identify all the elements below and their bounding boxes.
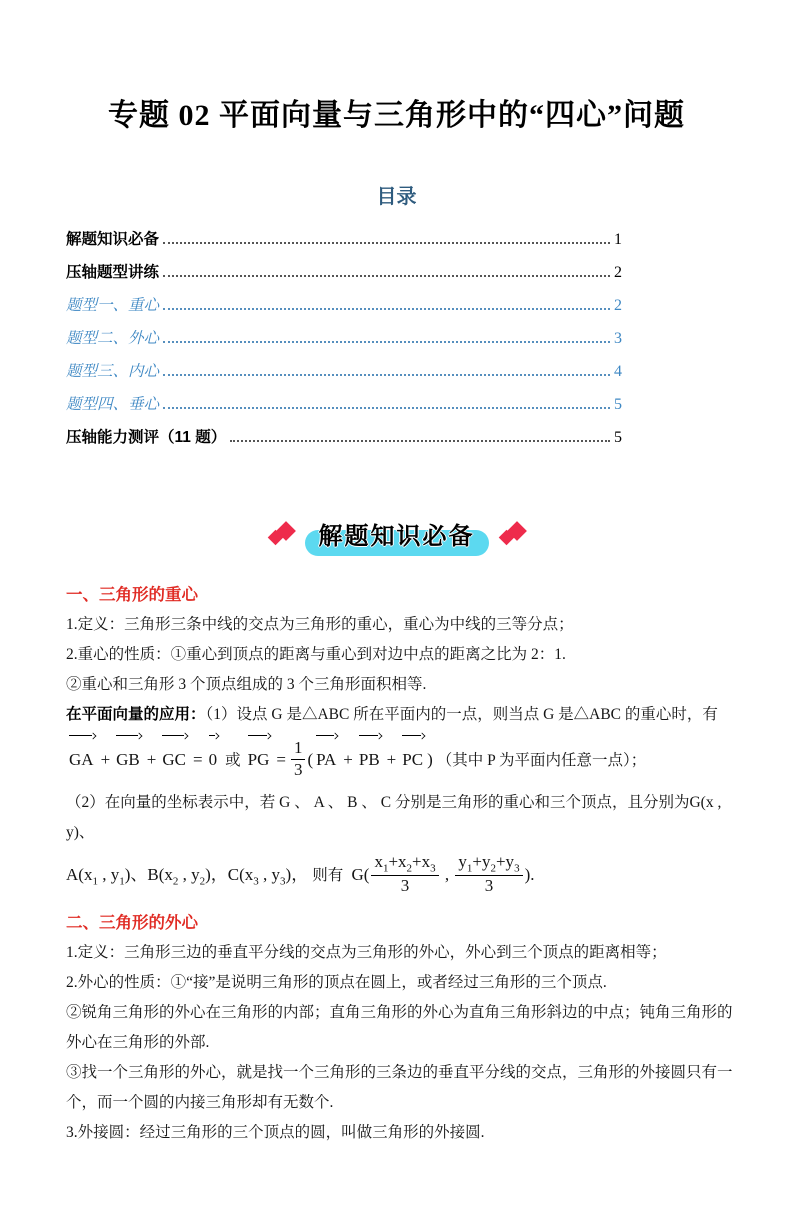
circumcenter-property-3: ③找一个三角形的外心，就是找一个三角形的三条边的垂直平分线的交点，三角形的外接圆只有一个，而一个圆的内接三角形却有无数个. [66,1064,733,1112]
document-page [0,90,793,1212]
diamonds-left-icon [270,524,293,543]
toc-dot-leader [163,407,610,409]
toc-item-label: 压轴题型讲练 [66,264,160,281]
page-title: 专题 02 平面向量与三角形中的“四心”问题 [108,99,685,132]
banner-title-wrap [309,516,485,551]
toc-row-incenter[interactable] [66,351,622,384]
circumcenter-property-1: 2.外心的性质：①“接”是说明三角形的顶点在圆上，或者经过三角形的三个顶点. [66,974,607,992]
toc-page-number: 3 [614,330,622,347]
section-heading-circumcenter: 二、三角形的外心 [66,914,198,933]
centroid-vector-application [66,700,733,730]
application-lead: 在平面向量的应用： [66,706,206,723]
toc-page-number: 2 [614,297,622,314]
diamonds-right-icon [501,524,524,543]
toc-item-label: 题型三、内心 [66,363,160,380]
toc-dot-leader [163,275,610,277]
circumcenter-definition: 1.定义：三角形三边的垂直平分线的交点为三角形的外心，外心到三个顶点的距离相等； [66,944,667,962]
section-heading-centroid: 一、三角形的重心 [66,586,198,604]
toc-item-label: 题型一、重心 [66,297,160,314]
centroid-coordinates-text: （2）在向量的坐标表示中，若 G 、 A 、 B 、 C 分别是三角形的重心和三个顶点，且分别为G(x , y)、 [66,794,722,841]
toc-page-number: 2 [614,264,622,281]
toc-row-knowledge[interactable] [66,219,622,252]
centroid-property-1: 2.重心的性质：①重心到顶点的距离与重心到对边中点的距离之比为 2：1. [66,646,566,663]
toc-dot-leader [163,308,610,310]
banner-title: 解题知识必备 [318,522,475,550]
toc-dot-leader [230,440,610,442]
formula-centroid-coordinates: $A(x_1$ , $y_1$)、$B(x_2$ , $y_2$)，$C(x_3$ , $y_3$)， 则有 G( $\frac{x_1+x_2+x_3}{3}$ , $\frac{y_1+y_2+y_3}{3}$ ). [66,851,535,896]
toc-row-centroid[interactable] [66,285,622,318]
toc-dot-leader [163,242,610,244]
document-body [66,580,733,1148]
formula-centroid-vector: GA + GB + GC = 0 或 PG = $\frac{1}{3}$ ( PA + PB + PC ) （其中 P 为平面内任意一点）； [66,734,733,784]
toc-row-evaluation[interactable] [66,417,622,450]
toc-item-label: 压轴能力测评（11 题） [66,429,227,446]
toc-page-number: 1 [614,231,622,248]
toc-dot-leader [163,341,610,343]
toc-dot-leader [163,374,610,376]
centroid-property-2: ②重心和三角形 3 个顶点组成的 3 个三角形面积相等. [66,676,427,693]
toc-item-label: 解题知识必备 [66,231,160,248]
toc-page-number: 4 [614,363,622,380]
toc-heading: 目录 [376,186,417,208]
circumcenter-property-2: ②锐角三角形的外心在三角形的内部；直角三角形的外心为直角三角形斜边的中点；钝角三角形的外心在三角形的外部. [66,1004,733,1052]
application-text: （1）设点 G 是△ABC 所在平面内的一点，则当点 G 是△ABC 的重心时，有 [205,706,718,723]
toc-item-label: 题型四、垂心 [66,396,160,413]
toc-page-number: 5 [614,396,622,413]
table-of-contents [66,219,622,450]
toc-item-label: 题型二、外心 [66,330,160,347]
section-banner [0,512,793,554]
toc-page-number: 5 [614,429,622,446]
centroid-definition: 1.定义：三角形三条中线的交点为三角形的重心，重心为中线的三等分点； [66,616,574,633]
toc-row-types[interactable] [66,252,622,285]
toc-row-circumcenter[interactable] [66,318,622,351]
circumscribed-circle-definition: 3.外接圆：经过三角形的三个顶点的圆，叫做三角形的外接圆. [66,1124,485,1142]
toc-row-orthocenter[interactable] [66,384,622,417]
